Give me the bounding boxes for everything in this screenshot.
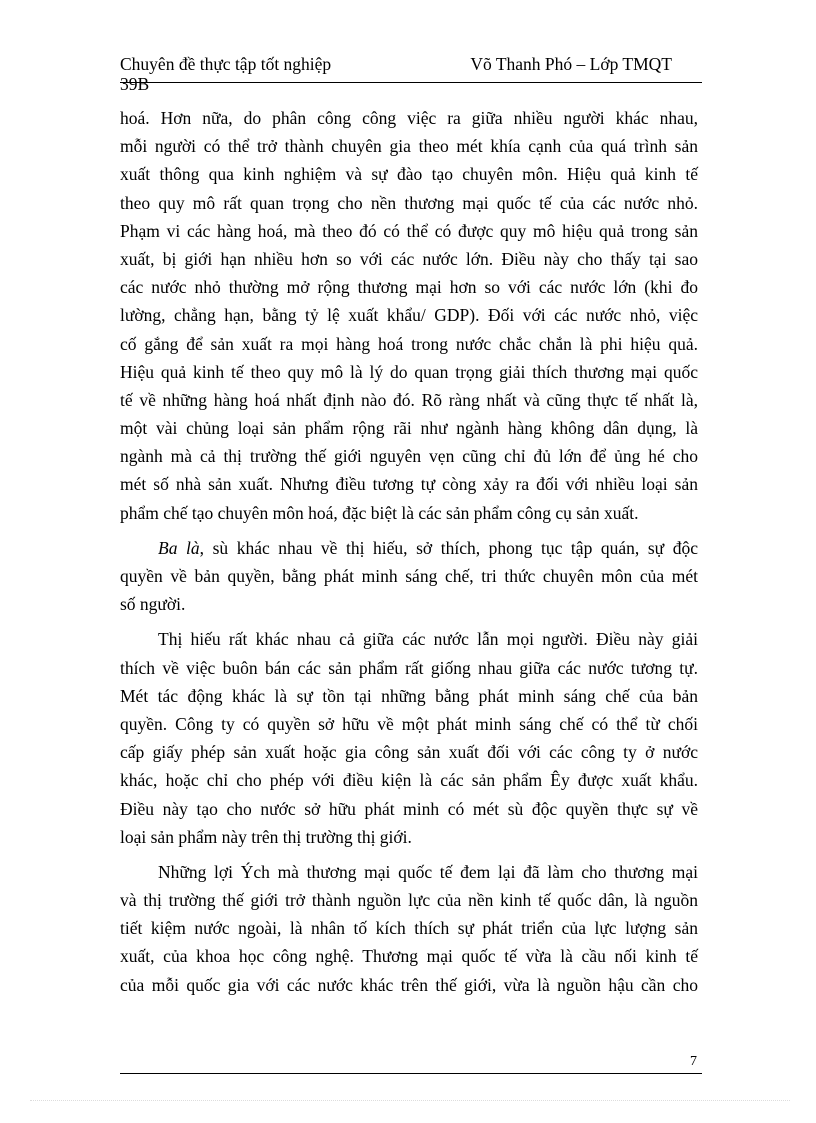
text-line: theo quy mô rất quan trọng cho nền thương mại quốc tế của các nước nhỏ.	[120, 192, 698, 213]
text-line: tế về những hàng hoá nhất định nào đó. Rõ ràng nhất và cũng thực tế nhất là,	[120, 389, 698, 410]
text-line: một vài chủng loại sản phẩm rộng rãi như ngành hàng không dân dụng, là	[120, 418, 698, 439]
text-line: cố gắng để sản xuất ra mọi hàng hoá trong nước chắc chắn là phi hiệu quả.	[120, 333, 698, 354]
text-line: mét số nhà sản xuất. Nhưng điều tương tự còng xảy ra đối với nhiều loại sản	[120, 474, 698, 495]
page-number: 7	[690, 1054, 697, 1069]
document-body	[120, 104, 698, 999]
header-document-title: Chuyên đề thực tập tốt nghiệp	[120, 54, 332, 74]
header-rule	[120, 82, 702, 83]
text-line: xuất, của khoa học công nghệ. Thương mại quốc tế vừa là cầu nối kinh tế	[120, 946, 698, 967]
italic-lead: Ba là	[158, 537, 200, 558]
text-line: Những lợi Ých mà thương mại quốc tế đem lại đã làm cho thương mại	[158, 861, 698, 882]
header-class-code: 39B	[120, 74, 150, 94]
text-line	[120, 534, 698, 562]
text-line: tiết kiệm nước ngoài, là nhân tố kích thích sự phát triển của lực lượng sản	[120, 918, 698, 939]
text-line: phẩm chế tạo chuyên môn hoá, đặc biệt là các sản phẩm công cụ sản xuất.	[120, 502, 639, 523]
text-line: Mét tác động khác là sự tồn tại những bằng phát minh sáng chế của bản	[120, 685, 698, 706]
text-line: số người.	[120, 594, 186, 615]
text-line: và thị trường thế giới trở thành nguồn lực của nền kinh tế quốc dân, là nguồn	[120, 890, 698, 911]
text-line: thích về việc buôn bán các sản phẩm rất giống nhau giữa các nước tương tự.	[120, 657, 698, 678]
page-bottom-border	[30, 1100, 790, 1101]
text-line: của mỗi quốc gia với các nước khác trên thế giới, vừa là nguồn hậu cần cho	[120, 974, 698, 995]
text-line: hoá. Hơn nữa, do phân công công việc ra giữa nhiều người khác nhau,	[120, 108, 698, 128]
text-line: xuất thông qua kinh nghiệm và sự đào tạo chuyên môn. Hiệu quả kinh tế	[120, 164, 698, 185]
text-line: quyền. Công ty có quyền sở hữu về một phát minh sáng chế có thể từ chối	[120, 713, 698, 734]
text-line: loại sản phẩm này trên thị trường thị giới.	[120, 826, 412, 847]
text-line: lường, chẳng hạn, bằng tỷ lệ xuất khẩu/ GDP). Đối với các nước nhỏ, việc	[120, 305, 698, 326]
text-line: khác, hoặc chỉ cho phép với điều kiện là các sản phẩm Êy được xuất khẩu.	[120, 770, 698, 791]
paragraph-3	[120, 625, 698, 851]
text-line: Hiệu quả kinh tế theo quy mô là lý do quan trọng giải thích thương mại quốc	[120, 361, 698, 382]
text-line: Phạm vi các hàng hoá, mà theo đó có thể có được quy mô hiệu quả trong sản	[120, 220, 698, 241]
text-line: Thị hiếu rất khác nhau cả giữa các nước lẫn mọi người. Điều này giải	[158, 629, 698, 650]
header-author-class: Võ Thanh Phó – Lớp TMQT	[470, 54, 672, 74]
paragraph-1	[120, 104, 698, 527]
page-header	[120, 52, 702, 92]
text-line: mỗi người có thể trở thành chuyên gia theo mét khía cạnh của quá trình sản	[120, 136, 698, 157]
footer-rule	[120, 1073, 702, 1074]
text-line: các nước nhỏ thường mở rộng thương mại hơn so với các nước lớn (khi đo	[120, 277, 698, 298]
text-line: Điều này tạo cho nước sở hữu phát minh có mét sù độc quyền thực sự về	[120, 798, 698, 819]
paragraph-4	[120, 858, 698, 999]
text-line: xuất, bị giới hạn nhiều hơn so với các nước lớn. Điều này cho thấy tại sao	[120, 248, 698, 269]
text-line: ngành mà cả thị trường thế giới nguyên vẹn cũng chỉ đủ lớn để ủng hé cho	[120, 446, 698, 467]
paragraph-2	[120, 534, 698, 619]
text-line: cấp giấy phép sản xuất hoặc gia công sản xuất đối với các công ty ở nước	[120, 742, 698, 763]
text-fragment: , sù khác nhau về thị hiếu, sở thích, phong tục tập quán, sự độc	[199, 537, 698, 558]
text-line: quyền về bản quyền, bằng phát minh sáng chế, tri thức chuyên môn của mét	[120, 566, 698, 586]
